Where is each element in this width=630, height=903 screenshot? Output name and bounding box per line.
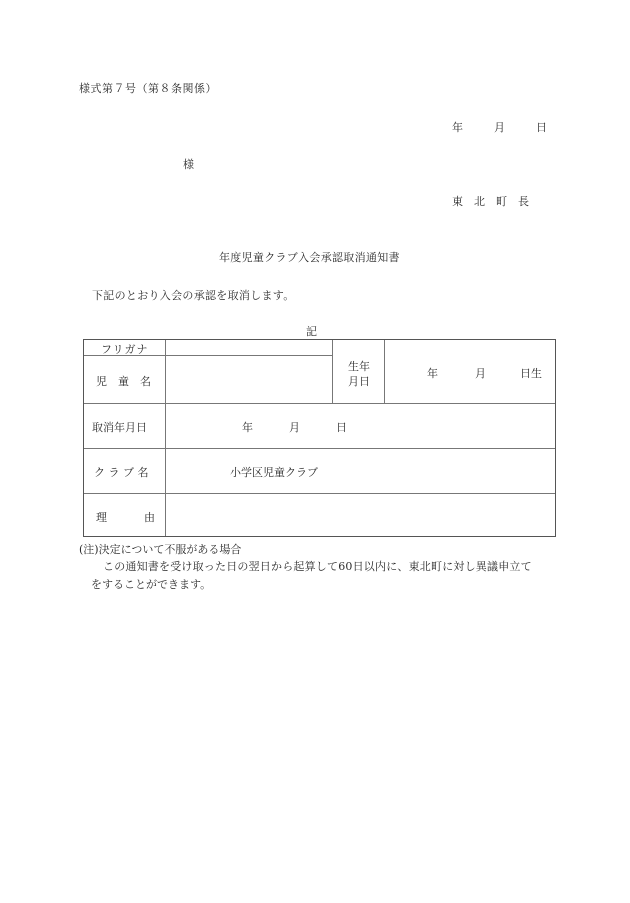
intro-text: 下記のとおり入会の承認を取消します。 <box>92 289 295 302</box>
birthdate-year-label: 年 <box>427 367 438 380</box>
club-name-label: ク ラ ブ 名 <box>94 466 149 479</box>
birthdate-label-line2: 月日 <box>348 375 370 388</box>
child-name-field[interactable] <box>166 356 332 403</box>
furigana-label: フリガナ <box>101 343 149 356</box>
notes-heading: (注)決定について不服がある場合 <box>79 543 242 556</box>
cancel-date-field[interactable] <box>166 404 555 448</box>
notes-body-line2: をすることができます。 <box>91 578 212 591</box>
addressee-suffix: 様 <box>183 158 194 171</box>
child-name-label: 児 童 名 <box>96 375 151 388</box>
form-number: 様式第７号（第８条関係） <box>79 82 217 95</box>
issue-date-month-label: 月 <box>494 121 505 134</box>
cancellation-form-table <box>83 339 556 537</box>
furigana-field[interactable] <box>166 340 332 355</box>
issue-date-day-label: 日 <box>536 121 547 134</box>
birthdate-label-left-divider <box>332 340 333 403</box>
cancel-date-label: 取消年月日 <box>92 421 147 434</box>
issuer-name: 東 北 町 長 <box>452 195 529 208</box>
birthdate-month-label: 月 <box>475 367 486 380</box>
cancel-date-year-label: 年 <box>242 421 253 434</box>
issue-date-year-label: 年 <box>452 121 463 134</box>
reason-label-second: 由 <box>144 511 155 524</box>
issue-date <box>452 119 547 135</box>
cancel-date-day-label: 日 <box>336 421 347 434</box>
reason-label-first: 理 <box>96 511 107 524</box>
club-name-value: 小学区児童クラブ <box>230 466 318 479</box>
birthdate-label-line1: 生年 <box>348 360 370 373</box>
notes-body-line1: この通知書を受け取った日の翌日から起算して60日以内に、東北町に対し異議申立て <box>103 560 532 573</box>
reason-field[interactable] <box>166 494 555 536</box>
club-name-field[interactable] <box>166 449 555 493</box>
birthdate-day-label: 日生 <box>520 367 542 380</box>
cancel-date-month-label: 月 <box>289 421 300 434</box>
ki-heading: 記 <box>306 325 317 338</box>
document-title: 年度児童クラブ入会承認取消通知書 <box>219 251 400 264</box>
birthdate-field[interactable] <box>385 340 555 403</box>
